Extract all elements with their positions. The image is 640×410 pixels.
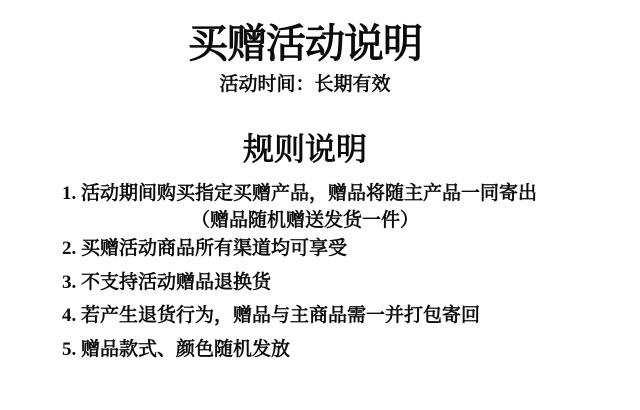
activity-time-subtitle: 活动时间：长期有效 [219, 74, 391, 95]
page-title: 买赠活动说明 [188, 21, 422, 66]
rule-item-4: 4. 若产生退货行为，赠品与主商品需一并打包寄回 [62, 305, 481, 326]
rule-item-2: 2. 买赠活动商品所有渠道均可享受 [62, 238, 348, 259]
rules-heading: 规则说明 [243, 132, 367, 167]
rule-item-1-note: （赠品随机赠送发货一件） [190, 210, 419, 231]
rule-item-5: 5. 赠品款式、颜色随机发放 [62, 339, 291, 360]
rule-item-3: 3. 不支持活动赠品退换货 [62, 272, 272, 293]
rule-item-1: 1. 活动期间购买指定买赠产品，赠品将随主产品一同寄出 [62, 183, 538, 204]
